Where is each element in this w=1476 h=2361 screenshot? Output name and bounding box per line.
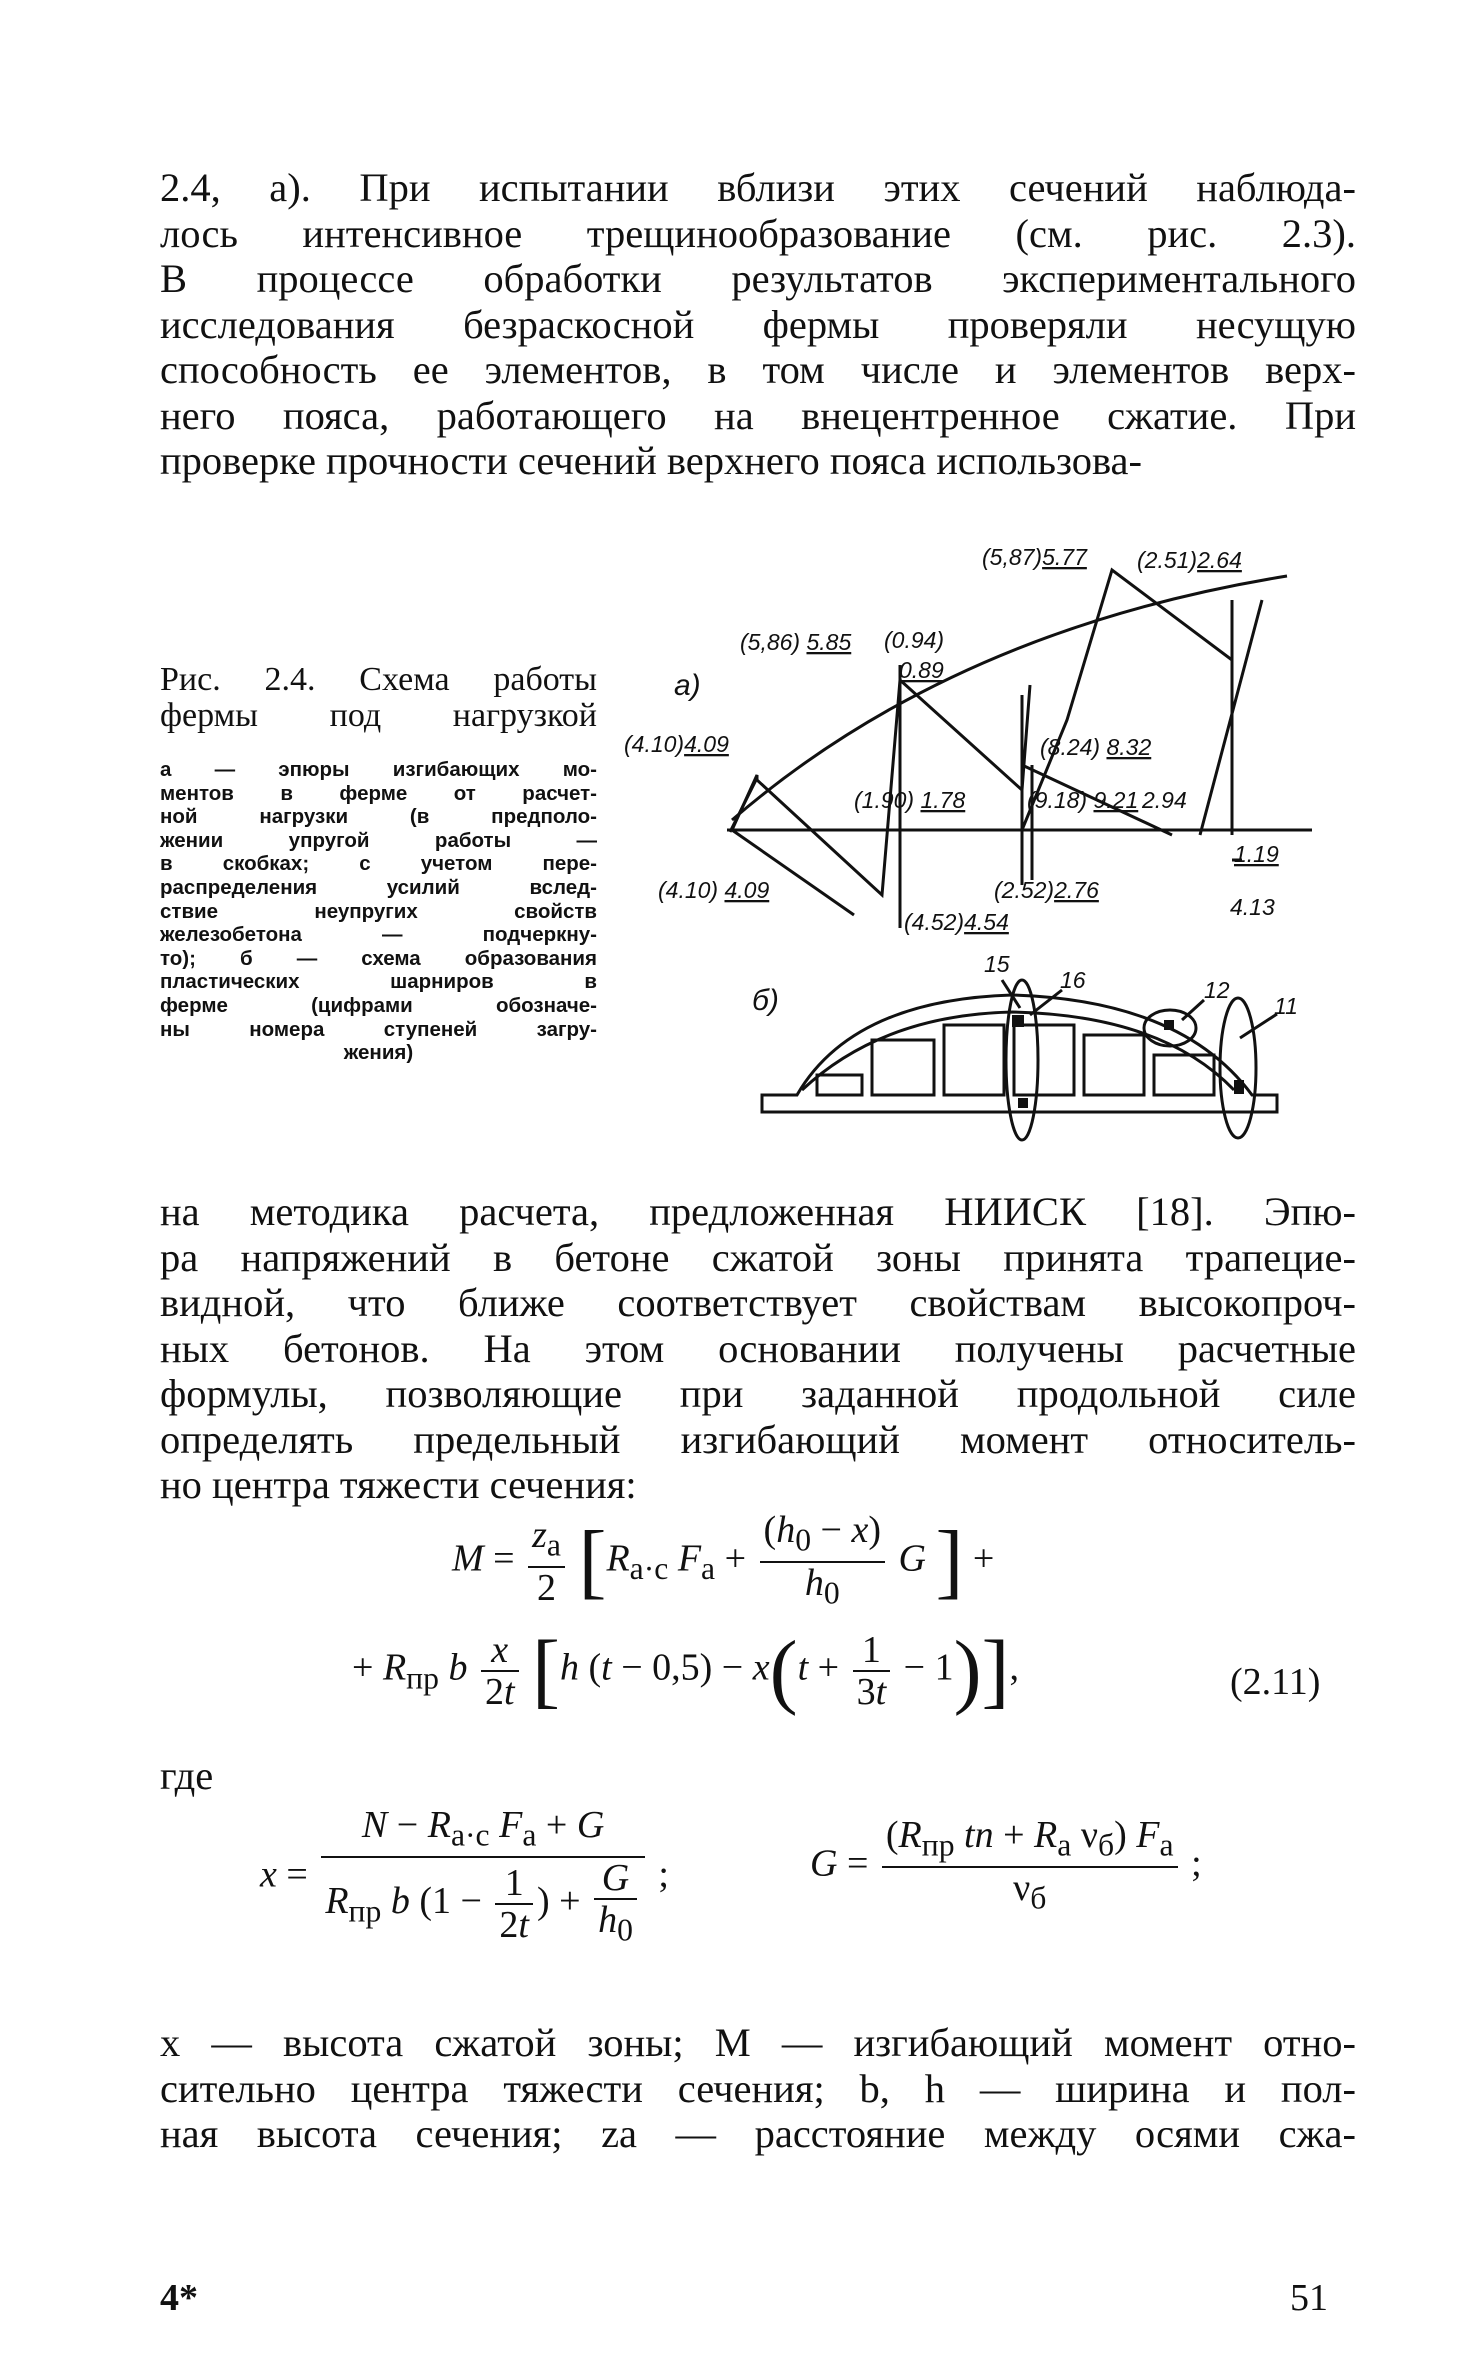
caption-title-line: Рис. 2.4. Схема работы xyxy=(160,661,597,698)
truss-figure xyxy=(622,520,1322,1160)
hinge-marker xyxy=(1164,1020,1174,1030)
truss-panel xyxy=(944,1025,1004,1095)
text-line: но центра тяжести сечения: xyxy=(160,1462,637,1507)
text-line: на методика расчета, предложенная НИИСК [18]. Эпю- xyxy=(160,1189,1356,1234)
caption-line: ны номера ступеней загру- xyxy=(160,1017,597,1041)
label-part-a: а) xyxy=(674,669,701,702)
formula-g: G = $\frac{(R_{пр} tn + R_а \nu_б) F_а}{\nu_б}$ ; xyxy=(810,1814,1202,1916)
text-line: лось интенсивное трещинообразование (см. рис. 2.3). xyxy=(160,210,1356,256)
plastic-hinge xyxy=(1220,998,1256,1138)
text-line: определять предельный изгибающий момент относитель- xyxy=(160,1416,1356,1462)
hinge-number: 11 xyxy=(1274,993,1298,1019)
label-value: 0.89 xyxy=(899,657,944,683)
plastic-hinge xyxy=(1006,980,1038,1140)
truss-panel xyxy=(872,1040,934,1095)
text-line: 2.4, а). При испытании вблизи этих сечений наблюда- xyxy=(160,165,1356,210)
text-line: способность ее элементов, в том числе и элементов верх- xyxy=(160,347,1356,392)
label-value: (0.94) xyxy=(884,627,945,653)
signature-mark: 4* xyxy=(160,2277,198,2319)
caption-line: ствие неупругих свойств xyxy=(160,899,597,923)
caption-title xyxy=(160,662,597,734)
leader-line xyxy=(1240,1014,1277,1038)
label-value: (5,87)5.77 xyxy=(982,544,1087,570)
paragraph-1 xyxy=(160,165,1356,484)
formula-2-11-line2: + $R_{пр}$ b $\frac{x}{2t}$ [h (t − 0,5) − x(t + $\frac{1}{3t}$ − 1)], xyxy=(352,1624,1020,1717)
formula-x: x = $N - R_{а\cdot с}$ $F_а + G$ $R_{пр}$ b (1 − $\frac{1}{2t}$ ) + $\frac{G}{h_0}$ ; xyxy=(260,1804,669,1948)
label-value: (5,86) 5.85 xyxy=(740,629,852,655)
label-value: (8.24) 8.32 xyxy=(1040,734,1152,760)
diagram-stroke xyxy=(730,778,757,832)
page-number: 51 xyxy=(1290,2277,1328,2319)
figure-caption xyxy=(160,662,597,1065)
caption-body xyxy=(160,758,597,1065)
caption-title-line: фермы под нагрузкой xyxy=(160,697,597,734)
label-value: 1.19 xyxy=(1234,841,1279,867)
equation-number: (2.11) xyxy=(1230,1661,1321,1703)
hinge-number: 16 xyxy=(1060,967,1086,993)
leader-line xyxy=(1182,1000,1204,1020)
label-value: (4.10) 4.09 xyxy=(658,877,770,903)
caption-line: пластических шарниров в xyxy=(160,970,597,994)
caption-line: жения) xyxy=(343,1041,414,1065)
caption-line: жении упругой работы — xyxy=(160,828,597,852)
text-line: сительно центра тяжести сечения; b, h — ширина и пол- xyxy=(160,2065,1356,2111)
text-line: формулы, позволяющие при заданной продольной силе xyxy=(160,1371,1356,1416)
label-value: (2.52)2.76 xyxy=(994,877,1099,903)
caption-line: распределения усилий вслед- xyxy=(160,875,597,899)
label-value: 2.94 xyxy=(1142,787,1187,813)
hinge-number: 15 xyxy=(984,951,1010,977)
label-value: (4.10)4.09 xyxy=(624,731,729,757)
hinge-marker xyxy=(1012,1015,1024,1027)
label-value: 4.13 xyxy=(1230,894,1275,920)
text-line: x — высота сжатой зоны; M — изгибающий момент отно- xyxy=(160,2020,1356,2065)
label-value: (1.90) 1.78 xyxy=(854,787,966,813)
truss-panel xyxy=(1154,1055,1214,1095)
text-line: ра напряжений в бетоне сжатой зоны принята трапецие- xyxy=(160,1234,1356,1280)
label-value: (2.51)2.64 xyxy=(1137,547,1242,573)
formula-2-11-line1: M = $\frac{z_а}{2}$ [$R_{а\cdot с}$ $F_а$ + $\frac{(h_0 - x)}{h_0}$ G ] + xyxy=(452,1509,995,1611)
hinge-number: 12 xyxy=(1204,977,1230,1003)
caption-line: а — эпюры изгибающих мо- xyxy=(160,758,597,781)
where-word: где xyxy=(160,1753,214,1798)
caption-line: то); б — схема образования xyxy=(160,946,597,970)
paragraph-3 xyxy=(160,2020,1356,2157)
text-line: него пояса, работающего на внецентренное сжатие. При xyxy=(160,392,1356,438)
text-line: видной, что ближе соответствует свойствам высокопроч- xyxy=(160,1280,1356,1325)
text-line: проверке прочности сечений верхнего пояса использова- xyxy=(160,438,1143,483)
paragraph-2 xyxy=(160,1189,1356,1508)
truss-panel xyxy=(1084,1035,1144,1095)
caption-line: железобетона — подчеркну- xyxy=(160,923,597,947)
label-value: (9.18) 9.21 xyxy=(1027,787,1139,813)
caption-line: ной нагрузки (в предполо- xyxy=(160,805,597,829)
caption-line: ферме (цифрами обозначе- xyxy=(160,993,597,1017)
text-line: ных бетонов. На этом основании получены расчетные xyxy=(160,1325,1356,1371)
top-chord-curve xyxy=(732,576,1287,820)
truss-panel xyxy=(1014,1025,1074,1095)
caption-line: ментов в ферме от расчет- xyxy=(160,781,597,805)
leader-line xyxy=(1030,990,1062,1015)
text-line: ная высота сечения; zа — расстояние между осями сжа- xyxy=(160,2111,1356,2156)
hinge-marker xyxy=(1018,1098,1028,1108)
label-part-b: б) xyxy=(752,984,779,1017)
caption-line: в скобках; с учетом пере- xyxy=(160,852,597,876)
truss-panel xyxy=(817,1075,862,1095)
text-line: В процессе обработки результатов экспериментального xyxy=(160,256,1356,301)
text-line: исследования безраскосной фермы проверяли несущую xyxy=(160,301,1356,347)
label-value: (4.52)4.54 xyxy=(904,909,1009,935)
hinge-marker xyxy=(1234,1080,1244,1094)
